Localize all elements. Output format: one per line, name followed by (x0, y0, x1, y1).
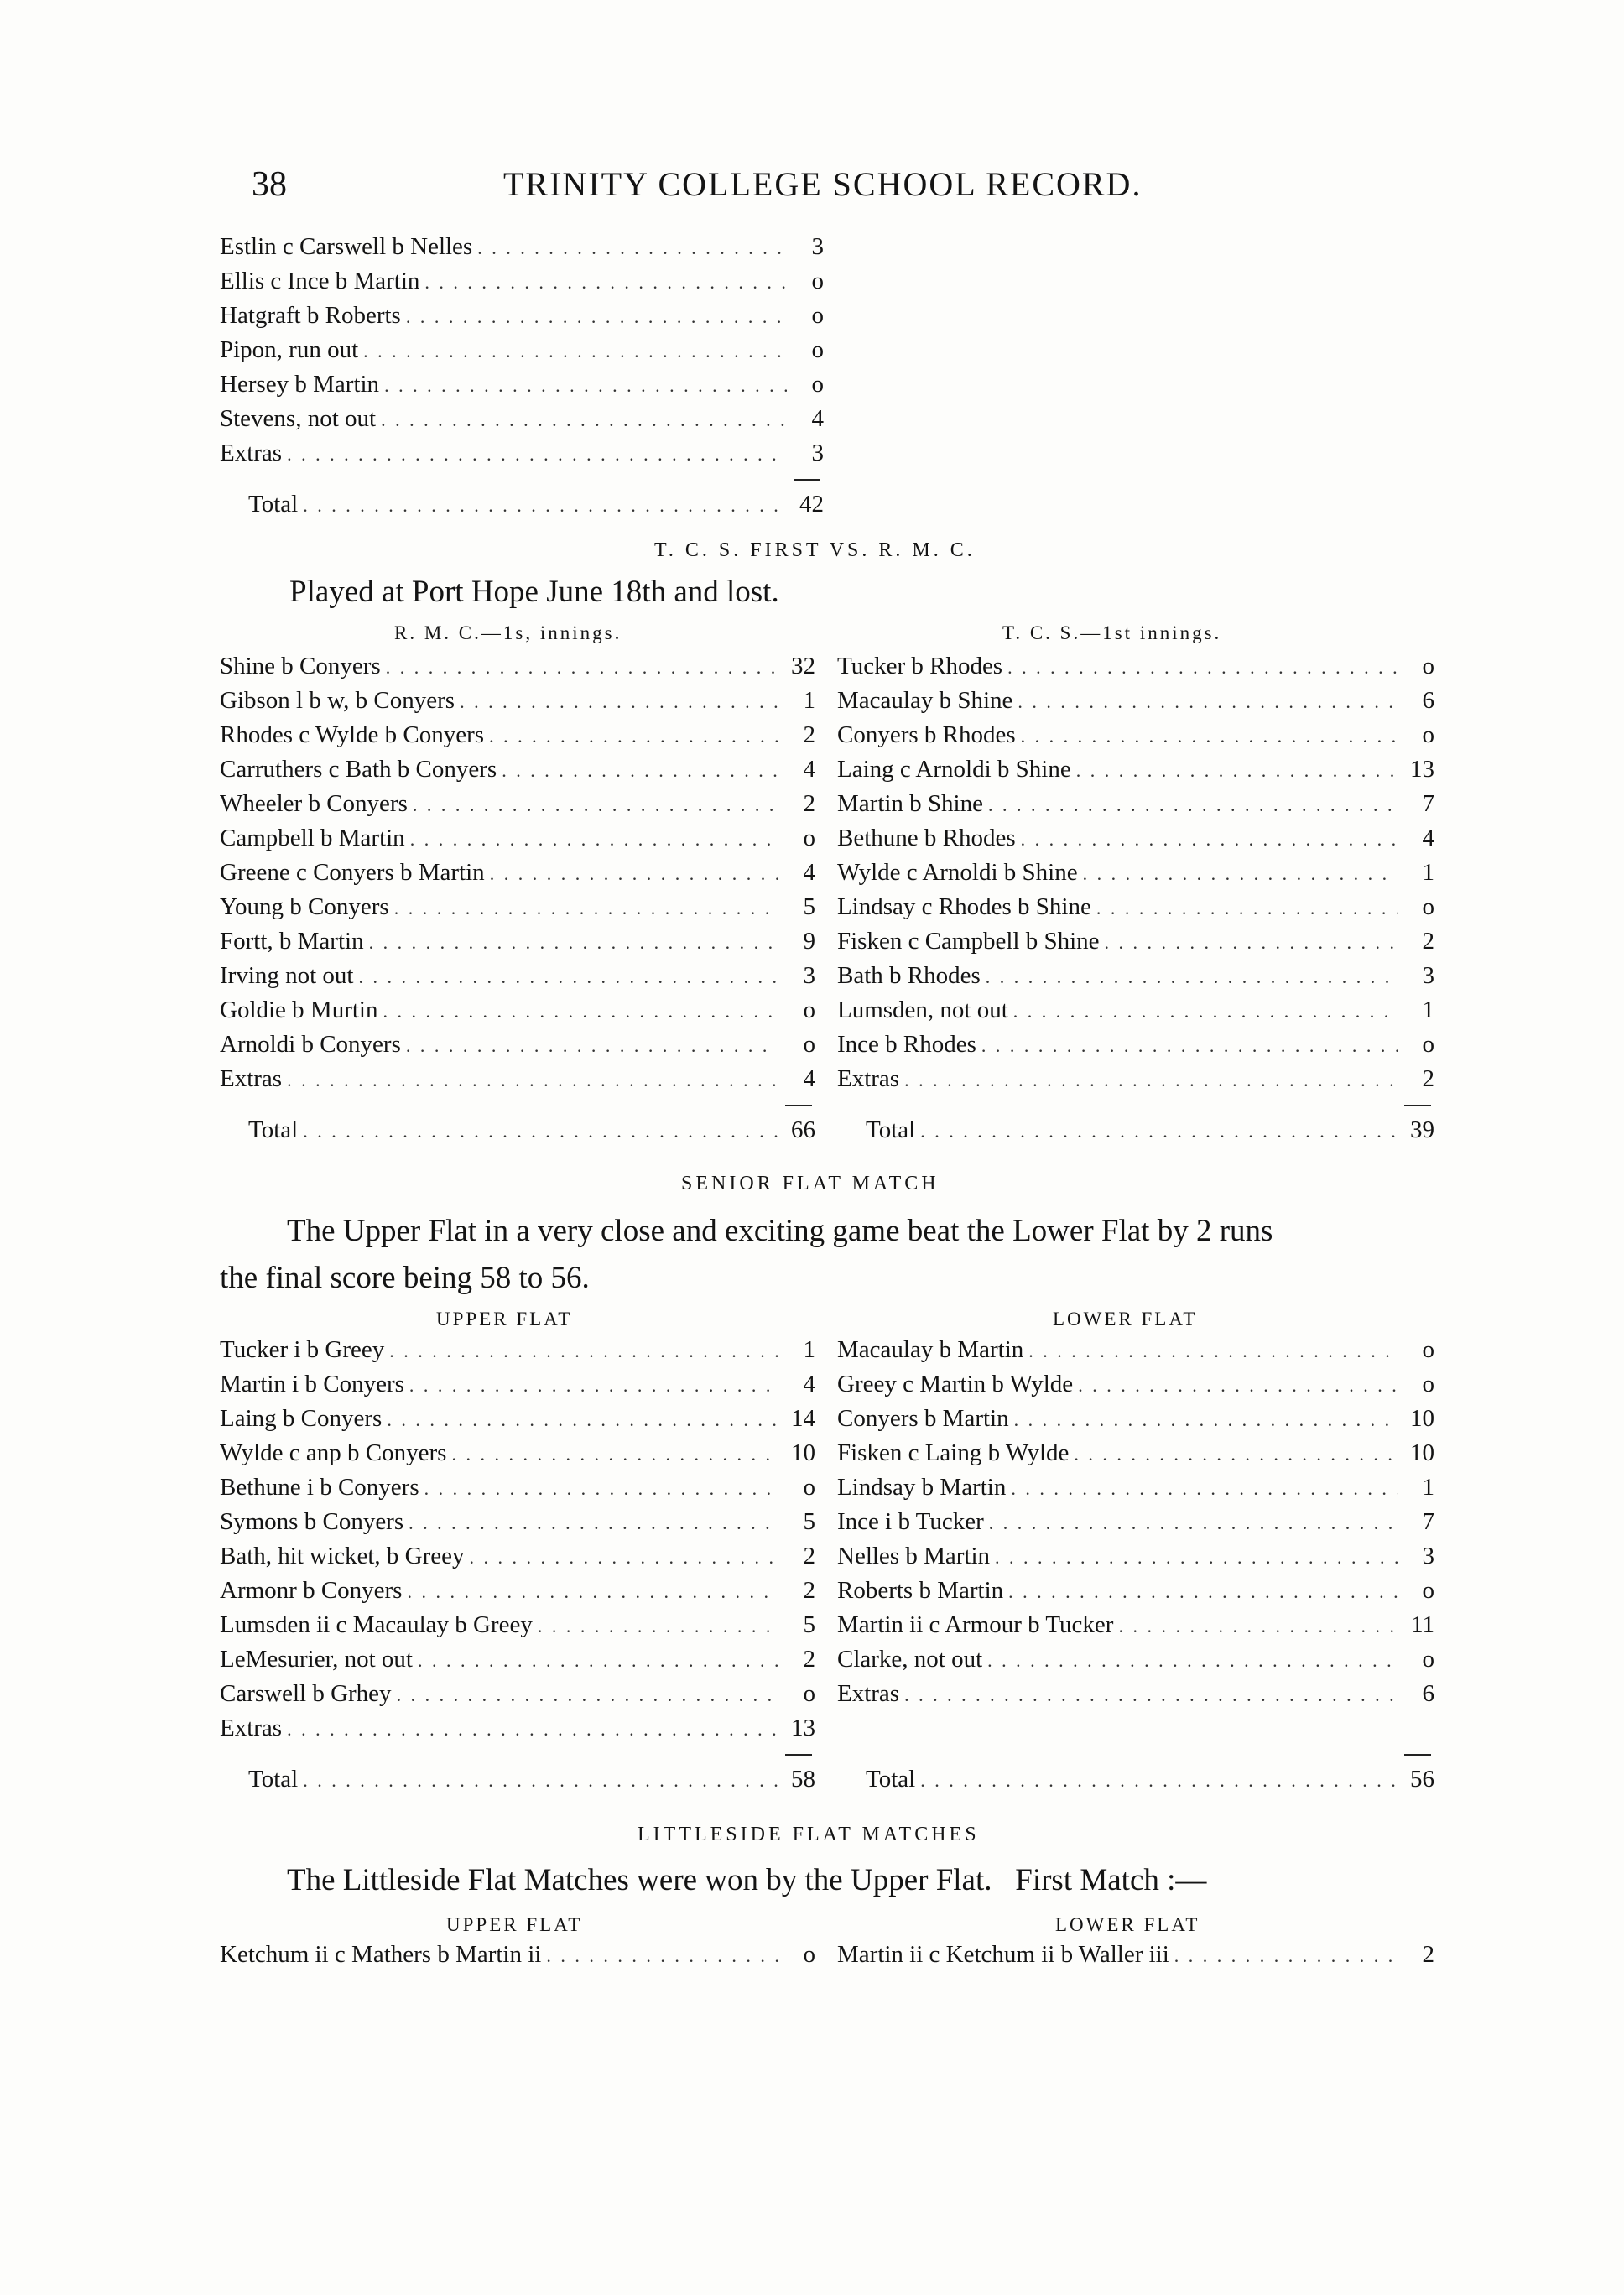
runs-value: 13 (791, 1715, 815, 1741)
runs-value: 3 (1422, 962, 1434, 989)
dot-leader (920, 1121, 1398, 1142)
dot-leader (904, 1069, 1398, 1091)
running-title: TRINITY COLLEGE SCHOOL RECORD. (503, 165, 1143, 203)
littleside-upper-column (220, 1941, 815, 1975)
dot-leader (451, 1444, 778, 1465)
total-rule (1404, 1105, 1431, 1106)
scorecard-row (220, 371, 824, 405)
scorecard-row (220, 268, 824, 302)
total-runs: 58 (791, 1766, 815, 1793)
scorecard-row (220, 997, 815, 1031)
runs-value: 4 (811, 405, 824, 432)
batsman-entry: Wylde c anp b Conyers (220, 1439, 447, 1466)
scorecard-row (220, 721, 815, 756)
dot-leader (460, 691, 778, 713)
scorecard-row (837, 825, 1434, 859)
dot-leader (1014, 1409, 1398, 1431)
batsman-entry: Extras (220, 1065, 283, 1092)
batsman-entry: Carswell b Grhey (220, 1680, 392, 1707)
batsman-entry: Young b Conyers (220, 893, 389, 920)
runs-value: 4 (803, 1371, 815, 1397)
runs-value: o (1422, 1336, 1434, 1363)
littleside-para: The Littleside Flat Matches were won by the Upper Flat. First Match :— (287, 1863, 1207, 1897)
dot-leader (1008, 1581, 1398, 1603)
runs-value: o (803, 1941, 815, 1968)
dot-leader (409, 1375, 778, 1397)
batsman-entry: Tucker i b Greey (220, 1336, 385, 1363)
dot-leader (986, 966, 1398, 988)
scorecard-row (837, 1439, 1434, 1474)
first-match-note: Played at Port Hope June 18th and lost. (289, 575, 779, 609)
dot-leader (490, 863, 778, 885)
scorecard-row (220, 1543, 815, 1577)
scorecard-row (837, 997, 1434, 1031)
dot-leader (287, 1719, 778, 1741)
runs-value: 10 (1410, 1439, 1434, 1466)
scorecard-row (837, 1680, 1434, 1715)
scorecard-row (220, 962, 815, 997)
dot-leader (287, 1069, 778, 1091)
littleside-lower-heading: LOWER FLAT (1055, 1914, 1200, 1935)
runs-value: 7 (1422, 1508, 1434, 1535)
senior-flat-para-line1: The Upper Flat in a very close and exciting game beat the Lower Flat by 2 runs (287, 1214, 1273, 1248)
total-rule (785, 1754, 812, 1756)
scorecard-row (220, 336, 824, 371)
runs-value: o (811, 302, 824, 329)
dot-leader (410, 829, 778, 851)
runs-value: 4 (803, 859, 815, 886)
batsman-entry: Fisken c Campbell b Shine (837, 928, 1100, 955)
batsman-entry: Lindsay c Rhodes b Shine (837, 893, 1091, 920)
scorecard-row (220, 405, 824, 440)
dot-leader (384, 375, 787, 397)
runs-value: o (811, 371, 824, 398)
batsman-entry: Bethune b Rhodes (837, 825, 1016, 851)
runs-value: 4 (1422, 825, 1434, 851)
total-runs: 42 (799, 491, 824, 518)
runs-value: o (811, 268, 824, 294)
scorecard-row (220, 1508, 815, 1543)
dot-leader (1074, 1444, 1398, 1465)
runs-value: o (1422, 1646, 1434, 1673)
batsman-entry: Stevens, not out (220, 405, 377, 432)
dot-leader (409, 1512, 778, 1534)
runs-value: 7 (1422, 790, 1434, 817)
scorecard-row (837, 1474, 1434, 1508)
dot-leader (303, 495, 787, 517)
runs-value: o (803, 1031, 815, 1058)
dot-leader (387, 1409, 778, 1431)
dot-leader (995, 1547, 1398, 1569)
tcs-innings-heading: T. C. S.—1st innings. (1002, 622, 1222, 643)
dot-leader (1078, 1375, 1398, 1397)
runs-value: o (1422, 1031, 1434, 1058)
total-row (837, 1116, 1434, 1151)
dot-leader (383, 1001, 779, 1023)
batsman-entry: LeMesurier, not out (220, 1646, 413, 1673)
runs-value: o (1422, 1371, 1434, 1397)
page-number: 38 (252, 165, 287, 204)
scorecard-row (220, 1941, 815, 1975)
scorecard-row (220, 928, 815, 962)
batsman-entry: Lumsden ii c Macaulay b Greey (220, 1611, 533, 1638)
dot-leader (359, 966, 779, 988)
dot-leader (502, 760, 778, 782)
scorecard-row (837, 893, 1434, 928)
lower-flat-column (837, 1336, 1434, 1800)
scorecard-row (837, 928, 1434, 962)
dot-leader (1021, 829, 1398, 851)
dot-leader (981, 1035, 1398, 1057)
scorecard-row (837, 1611, 1434, 1646)
dot-leader (1174, 1945, 1398, 1967)
dot-leader (1096, 898, 1398, 919)
dot-leader (1013, 1001, 1398, 1023)
dot-leader (413, 794, 778, 816)
dot-leader (406, 306, 787, 328)
scorecard-row (220, 825, 815, 859)
batsman-entry: Wheeler b Conyers (220, 790, 408, 817)
dot-leader (369, 932, 778, 954)
rmc-innings-column (220, 653, 815, 1151)
scorecard-row (837, 721, 1434, 756)
runs-value: o (811, 336, 824, 363)
batsman-entry: Lumsden, not out (837, 997, 1008, 1023)
lower-flat-heading: LOWER FLAT (1053, 1309, 1198, 1330)
scorecard-row (837, 687, 1434, 721)
dot-leader (1028, 1340, 1398, 1362)
dot-leader (386, 657, 778, 679)
scorecard-row (837, 1065, 1434, 1100)
runs-value: 3 (1422, 1543, 1434, 1569)
dot-leader (1021, 726, 1398, 747)
batsman-entry: Extras (837, 1065, 900, 1092)
rmc-innings-heading: R. M. C.—1s, innings. (394, 622, 622, 643)
batsman-entry: Bath, hit wicket, b Greey (220, 1543, 465, 1569)
scorecard-row (220, 233, 824, 268)
total-label: Total (248, 1766, 299, 1793)
batsman-entry: Pipon, run out (220, 336, 359, 363)
upper-flat-column (220, 1336, 815, 1800)
batsman-entry: Campbell b Martin (220, 825, 405, 851)
dot-leader (989, 1512, 1398, 1534)
scorecard-row (220, 687, 815, 721)
batsman-entry: Ellis c Ince b Martin (220, 268, 420, 294)
total-row (220, 1766, 815, 1800)
batsman-entry: Extras (220, 1715, 283, 1741)
runs-value: o (1422, 653, 1434, 679)
scorecard-row (220, 1371, 815, 1405)
runs-value: 6 (1422, 687, 1434, 714)
batsman-entry: Rhodes c Wylde b Conyers (220, 721, 485, 748)
scorecard-row (220, 1715, 815, 1749)
batsman-entry: Ince b Rhodes (837, 1031, 976, 1058)
runs-value: 1 (1422, 1474, 1434, 1501)
dot-leader (988, 794, 1398, 816)
runs-value: 10 (791, 1439, 815, 1466)
total-runs: 56 (1410, 1766, 1434, 1793)
runs-value: 1 (803, 687, 815, 714)
scorecard-row (837, 1577, 1434, 1611)
scorecard-row (837, 962, 1434, 997)
runs-value: o (803, 1474, 815, 1501)
batsman-entry: Fisken c Laing b Wylde (837, 1439, 1070, 1466)
runs-value: 1 (803, 1336, 815, 1363)
batsman-entry: Martin ii c Ketchum ii b Waller iii (837, 1941, 1169, 1968)
batsman-entry: Symons b Conyers (220, 1508, 404, 1535)
batsman-entry: Estlin c Carswell b Nelles (220, 233, 473, 260)
batsman-entry: Extras (220, 440, 283, 466)
batsman-entry: Laing c Arnoldi b Shine (837, 756, 1071, 783)
batsman-entry: Greey c Martin b Wylde (837, 1371, 1074, 1397)
batsman-entry: Shine b Conyers (220, 653, 381, 679)
scorecard-row (220, 440, 824, 474)
total-rule (794, 479, 820, 481)
scorecard-row (220, 1646, 815, 1680)
runs-value: 2 (803, 721, 815, 748)
scorecard-row (837, 1508, 1434, 1543)
batsman-entry: Extras (837, 1680, 900, 1707)
runs-value: o (803, 1680, 815, 1707)
total-rule (1404, 1754, 1431, 1756)
runs-value: 32 (791, 653, 815, 679)
scorecard-row (837, 859, 1434, 893)
dot-leader (389, 1340, 778, 1362)
scorecard-row (837, 756, 1434, 790)
runs-value: 2 (803, 1577, 815, 1604)
batsman-entry: Nelles b Martin (837, 1543, 991, 1569)
runs-value: 11 (1411, 1611, 1434, 1638)
runs-value: 9 (803, 928, 815, 955)
scorecard-row (837, 790, 1434, 825)
batsman-entry: Fortt, b Martin (220, 928, 364, 955)
runs-value: 1 (1422, 997, 1434, 1023)
scorecard-row (220, 1680, 815, 1715)
dot-leader (470, 1547, 778, 1569)
littleside-lower-column (837, 1941, 1434, 1975)
batsman-entry: Macaulay b Martin (837, 1336, 1024, 1363)
littleside-upper-heading: UPPER FLAT (446, 1914, 583, 1935)
batsman-entry: Conyers b Martin (837, 1405, 1009, 1432)
batsman-entry: Martin ii c Armour b Tucker (837, 1611, 1114, 1638)
runs-value: 4 (803, 756, 815, 783)
dot-leader (538, 1616, 778, 1637)
batsman-entry: Gibson l b w, b Conyers (220, 687, 455, 714)
runs-value: 10 (1410, 1405, 1434, 1432)
scorecard-row (837, 1336, 1434, 1371)
runs-value: 3 (811, 233, 824, 260)
scorecard-row (837, 1543, 1434, 1577)
dot-leader (1076, 760, 1398, 782)
dot-leader (363, 341, 787, 362)
batsman-entry: Lindsay b Martin (837, 1474, 1007, 1501)
row-spacer (837, 1715, 1434, 1749)
batsman-entry: Carruthers c Bath b Conyers (220, 756, 497, 783)
runs-value: 6 (1422, 1680, 1434, 1707)
scorecard-row (837, 1941, 1434, 1975)
total-row (837, 1766, 1434, 1800)
batsman-entry: Goldie b Murtin (220, 997, 378, 1023)
scorecard-row (220, 1031, 815, 1065)
tcs-innings-column (837, 653, 1434, 1151)
dot-leader (397, 1684, 778, 1706)
scorecard-row (837, 1646, 1434, 1680)
batsman-entry: Bath b Rhodes (837, 962, 981, 989)
scorecard-row (837, 1405, 1434, 1439)
runs-value: 4 (803, 1065, 815, 1092)
runs-value: 2 (803, 790, 815, 817)
dot-leader (418, 1650, 778, 1672)
dot-leader (381, 409, 787, 431)
scorecard-row (220, 1577, 815, 1611)
runs-value: 3 (803, 962, 815, 989)
scorecard-row (220, 1065, 815, 1100)
dot-leader (394, 898, 778, 919)
upper-flat-heading: UPPER FLAT (436, 1309, 573, 1330)
total-label: Total (866, 1116, 916, 1143)
scorecard-row (837, 1371, 1434, 1405)
batsman-entry: Greene c Conyers b Martin (220, 859, 485, 886)
senior-flat-para-line2: the final score being 58 to 56. (220, 1261, 590, 1295)
dot-leader (489, 726, 778, 747)
dot-leader (987, 1650, 1398, 1672)
first-match-title: T. C. S. FIRST VS. R. M. C. (654, 539, 976, 561)
scorecard-row (220, 893, 815, 928)
dot-leader (546, 1945, 778, 1967)
batsman-entry: Arnoldi b Conyers (220, 1031, 401, 1058)
total-label: Total (248, 491, 299, 518)
dot-leader (406, 1035, 778, 1057)
runs-value: 2 (1422, 1065, 1434, 1092)
runs-value: o (1422, 721, 1434, 748)
dot-leader (904, 1684, 1398, 1706)
scorecard-row (837, 1031, 1434, 1065)
runs-value: 2 (803, 1646, 815, 1673)
dot-leader (1105, 932, 1398, 954)
total-row (220, 1116, 815, 1151)
dot-leader (303, 1770, 778, 1792)
page-header (252, 164, 1443, 215)
batsman-entry: Ketchum ii c Mathers b Martin ii (220, 1941, 542, 1968)
batsman-entry: Roberts b Martin (837, 1577, 1004, 1604)
dot-leader (424, 1478, 778, 1500)
scorecard-row (220, 1405, 815, 1439)
total-runs: 66 (791, 1116, 815, 1143)
runs-value: 13 (1410, 756, 1434, 783)
batsman-entry: Wylde c Arnoldi b Shine (837, 859, 1078, 886)
scorecard-row (220, 302, 824, 336)
dot-leader (920, 1770, 1398, 1792)
total-row (220, 491, 824, 525)
dot-leader (407, 1581, 778, 1603)
littleside-title: LITTLESIDE FLAT MATCHES (638, 1824, 980, 1845)
runs-value: 2 (1422, 928, 1434, 955)
scorecard-row (837, 653, 1434, 687)
batsman-entry: Conyers b Rhodes (837, 721, 1016, 748)
batsman-entry: Armonr b Conyers (220, 1577, 403, 1604)
batsman-entry: Bethune i b Conyers (220, 1474, 419, 1501)
scorecard-row (220, 1611, 815, 1646)
dot-leader (1011, 1478, 1398, 1500)
scorecard-row (220, 790, 815, 825)
batsman-entry: Ince i b Tucker (837, 1508, 984, 1535)
runs-value: 5 (803, 893, 815, 920)
dot-leader (1083, 863, 1398, 885)
top-innings-column (220, 233, 824, 525)
runs-value: 3 (811, 440, 824, 466)
total-label: Total (866, 1766, 916, 1793)
runs-value: o (803, 825, 815, 851)
batsman-entry: Clarke, not out (837, 1646, 983, 1673)
scorecard-row (220, 1336, 815, 1371)
runs-value: 1 (1422, 859, 1434, 886)
batsman-entry: Macaulay b Shine (837, 687, 1013, 714)
total-runs: 39 (1410, 1116, 1434, 1143)
senior-flat-title: SENIOR FLAT MATCH (681, 1173, 940, 1194)
batsman-entry: Tucker b Rhodes (837, 653, 1003, 679)
dot-leader (424, 272, 787, 294)
dot-leader (477, 237, 787, 259)
scorecard-row (220, 1474, 815, 1508)
scorecard-row (220, 1439, 815, 1474)
total-rule (785, 1105, 812, 1106)
batsman-entry: Irving not out (220, 962, 354, 989)
dot-leader (303, 1121, 778, 1142)
runs-value: 5 (803, 1508, 815, 1535)
dot-leader (1007, 657, 1398, 679)
runs-value: 5 (803, 1611, 815, 1638)
runs-value: 2 (1422, 1941, 1434, 1968)
total-label: Total (248, 1116, 299, 1143)
scorecard-row (220, 859, 815, 893)
scorecard-row (220, 653, 815, 687)
scorecard-row (220, 756, 815, 790)
dot-leader (1018, 691, 1398, 713)
runs-value: o (803, 997, 815, 1023)
batsman-entry: Martin i b Conyers (220, 1371, 404, 1397)
batsman-entry: Martin b Shine (837, 790, 983, 817)
batsman-entry: Hersey b Martin (220, 371, 380, 398)
runs-value: 14 (791, 1405, 815, 1432)
runs-value: o (1422, 893, 1434, 920)
batsman-entry: Laing b Conyers (220, 1405, 383, 1432)
dot-leader (1118, 1616, 1398, 1637)
batsman-entry: Hatgraft b Roberts (220, 302, 401, 329)
dot-leader (287, 444, 787, 466)
runs-value: o (1422, 1577, 1434, 1604)
runs-value: 2 (803, 1543, 815, 1569)
